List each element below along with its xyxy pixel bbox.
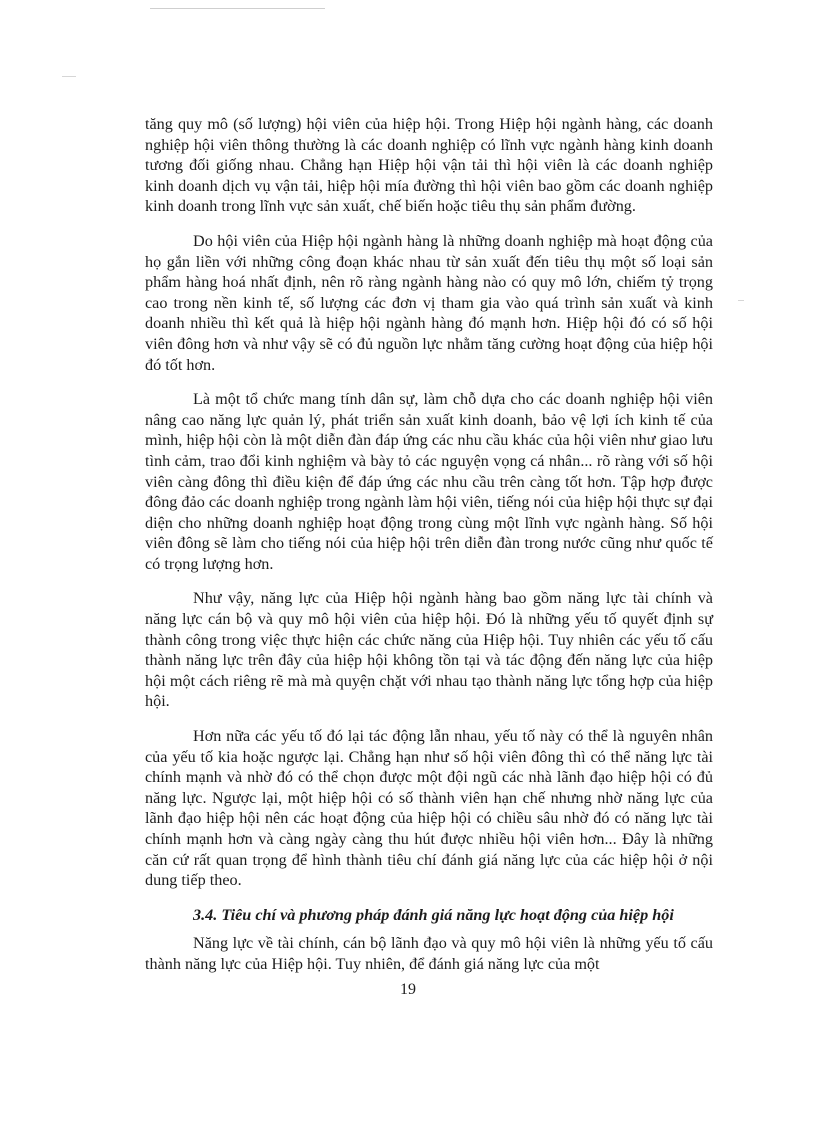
- scan-artifact-top: [150, 8, 325, 9]
- section-heading: 3.4. Tiêu chí và phương pháp đánh giá năng lực hoạt động của hiệp hội: [193, 905, 674, 924]
- body-text: [145, 114, 713, 989]
- paragraph-1: tăng quy mô (số lượng) hội viên của hiệp hội. Trong Hiệp hội ngành hàng, các doanh nghiệp hội viên thông thường là các doanh nghiệp có lĩnh vực ngành hàng kinh doanh tương đối giống nhau. Chẳng hạn Hiệp hội vận tải thì hội viên là các doanh nghiệp kinh doanh dịch vụ vận tải, hiệp hội mía đường thì hội viên bao gồm các doanh nghiệp kinh doanh trong lĩnh vực sản xuất, chế biến hoặc tiêu thụ sản phẩm đường.: [145, 115, 713, 216]
- page-number: 19: [400, 981, 416, 998]
- paragraph-3: Là một tổ chức mang tính dân sự, làm chỗ dựa cho các doanh nghiệp hội viên nâng cao năng lực quản lý, phát triển sản xuất kinh doanh, bảo vệ lợi ích kinh tế của mình, hiệp hội còn là một diễn đàn đáp ứng các nhu cầu khác của hội viên như giao lưu tình cảm, trao đổi kinh nghiệm và bày tỏ các nguyện vọng cá nhân... rõ ràng với số hội viên càng đông thì điều kiện để đáp ứng các nhu cầu trên càng tốt hơn. Tập hợp được đông đảo các doanh nghiệp trong ngành làm hội viên, tiếng nói của hiệp hội thực sự đại diện cho những doanh nghiệp hoạt động trong cùng một lĩnh vực ngành hàng. Số hội viên đông sẽ làm cho tiếng nói của hiệp hội trên diễn đàn trong nước cũng như quốc tế có trọng lượng hơn.: [145, 390, 713, 573]
- paragraph-6: Năng lực về tài chính, cán bộ lãnh đạo và quy mô hội viên là những yếu tố cấu thành năng lực của Hiệp hội. Tuy nhiên, để đánh giá năng lực của một: [145, 934, 713, 973]
- scan-artifact-right: [738, 300, 744, 301]
- scan-artifact-left: [62, 76, 76, 77]
- paragraph-5: Hơn nữa các yếu tố đó lại tác động lẫn nhau, yếu tố này có thể là nguyên nhân của yếu tố kia hoặc ngược lại. Chẳng hạn như số hội viên đông thì có thể năng lực tài chính mạnh và nhờ đó có thể chọn được một đội ngũ các nhà lãnh đạo hiệp hội có đủ năng lực. Ngược lại, một hiệp hội có số thành viên hạn chế nhưng nhờ năng lực của lãnh đạo hiệp hội nên các hoạt động của hiệp hội có chiều sâu nhờ đó có năng lực tài chính mạnh hơn và càng ngày càng thu hút được nhiều hội viên hơn... Đây là những căn cứ rất quan trọng để hình thành tiêu chí đánh giá năng lực của các hiệp hội ở nội dung tiếp theo.: [145, 727, 713, 890]
- paragraph-4: Như vậy, năng lực của Hiệp hội ngành hàng bao gồm năng lực tài chính và năng lực cán bộ và quy mô hội viên của hiệp hội. Đó là những yếu tố quyết định sự thành công trong việc thực hiện các chức năng của Hiệp hội. Tuy nhiên các yếu tố cấu thành năng lực trên đây của hiệp hội không tồn tại và tác động đến năng lực của hiệp hội một cách riêng rẽ mà mà quyện chặt với nhau tạo thành năng lực tổng hợp của hiệp hội.: [145, 589, 713, 711]
- paragraph-2: Do hội viên của Hiệp hội ngành hàng là những doanh nghiệp mà hoạt động của họ gắn liền với những công đoạn khác nhau từ sản xuất đến tiêu thụ một số loại sản phẩm hàng hoá nhất định, nên rõ ràng ngành hàng nào có quy mô lớn, chiếm tỷ trọng cao trong nền kinh tế, số lượng các đơn vị tham gia vào quá trình sản xuất và kinh doanh nhiều thì kết quả là hiệp hội ngành hàng đó mạnh hơn. Hiệp hội đó có số hội viên đông hơn và như vậy sẽ có đủ nguồn lực nhằm tăng cường hoạt động của hiệp hội đó tốt hơn.: [145, 231, 713, 374]
